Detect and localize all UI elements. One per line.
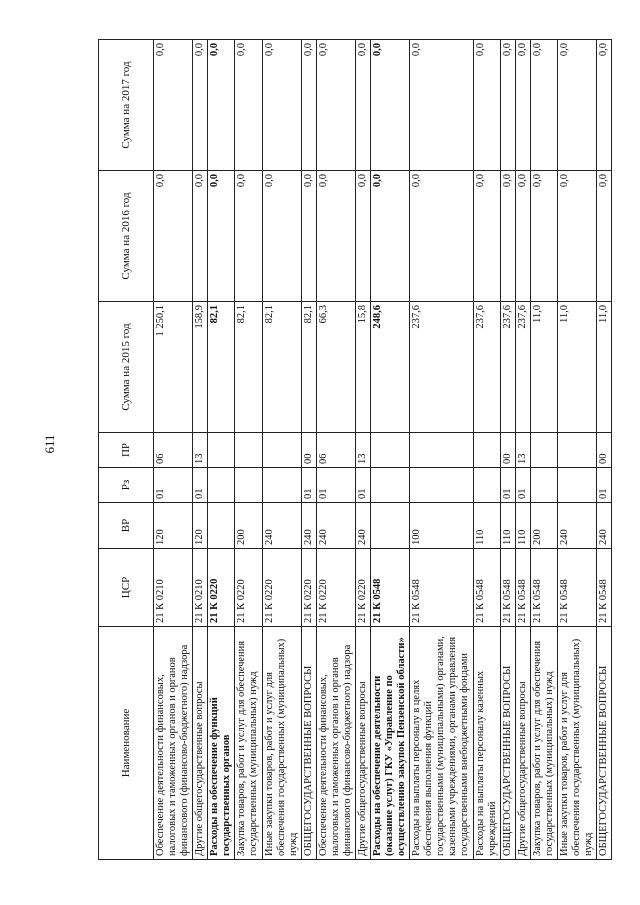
cell-name: Другие общегосударственные вопросы <box>515 627 530 860</box>
cell-vr: 120 <box>193 503 208 549</box>
cell-sum-2015: 66,3 <box>316 302 355 433</box>
cell-csr: 21 К 0210 <box>154 549 193 627</box>
cell-sum-2017: 0,0 <box>301 40 316 171</box>
cell-rz: 01 <box>500 468 515 503</box>
cell-pr <box>473 433 500 468</box>
cell-csr: 21 К 0210 <box>193 549 208 627</box>
cell-sum-2016: 0,0 <box>316 171 355 302</box>
cell-pr: 00 <box>597 433 612 468</box>
table-row <box>235 40 262 860</box>
cell-vr: 240 <box>316 503 355 549</box>
cell-pr <box>371 433 410 468</box>
cell-pr <box>235 433 262 468</box>
cell-pr: 06 <box>154 433 193 468</box>
cell-csr: 21 К 0220 <box>316 549 355 627</box>
cell-sum-2016: 0,0 <box>557 171 596 302</box>
cell-rz <box>530 468 557 503</box>
table-row <box>500 40 515 860</box>
cell-name: Расходы на обеспечение деятельности (оказание услуг) ГКУ «Управление по осуществлению закупок Пензенской области» <box>371 627 410 860</box>
cell-sum-2016: 0,0 <box>371 171 410 302</box>
cell-sum-2015: 82,1 <box>235 302 262 433</box>
table-row <box>262 40 301 860</box>
cell-sum-2017: 0,0 <box>530 40 557 171</box>
cell-rz: 01 <box>355 468 370 503</box>
budget-table <box>98 39 612 860</box>
cell-pr <box>410 433 473 468</box>
cell-sum-2017: 0,0 <box>557 40 596 171</box>
table-row <box>355 40 370 860</box>
cell-csr: 21 К 0548 <box>597 549 612 627</box>
cell-csr: 21 К 0548 <box>500 549 515 627</box>
cell-sum-2015: 1 250,1 <box>154 302 193 433</box>
cell-name: Закупка товаров, работ и услуг для обеспечения государственных (муниципальных) нужд <box>235 627 262 860</box>
header-vr: ВР <box>99 503 154 549</box>
cell-sum-2015: 237,6 <box>500 302 515 433</box>
cell-sum-2016: 0,0 <box>500 171 515 302</box>
header-csr: ЦСР <box>99 549 154 627</box>
table-row <box>473 40 500 860</box>
cell-rz: 01 <box>193 468 208 503</box>
budget-table-container <box>98 40 610 860</box>
cell-name: ОБЩЕГОСУДАРСТВЕННЫЕ ВОПРОСЫ <box>500 627 515 860</box>
cell-name: Обеспечение деятельности финансовых, налоговых и таможенных органов и органов финансового (финансово-бюджетного) надзора <box>316 627 355 860</box>
cell-pr <box>530 433 557 468</box>
cell-sum-2017: 0,0 <box>473 40 500 171</box>
cell-name: Расходы на выплаты персоналу в целях обеспечения выполнения функций государственными (муниципальными) органами, казенными учреждениями, органами управления государственными внебюджетными фондами <box>410 627 473 860</box>
cell-rz: 01 <box>597 468 612 503</box>
cell-rz <box>371 468 410 503</box>
cell-sum-2017: 0,0 <box>500 40 515 171</box>
cell-sum-2016: 0,0 <box>193 171 208 302</box>
cell-sum-2015: 248,6 <box>371 302 410 433</box>
cell-sum-2015: 11,0 <box>530 302 557 433</box>
cell-sum-2016: 0,0 <box>597 171 612 302</box>
cell-sum-2015: 11,0 <box>597 302 612 433</box>
cell-sum-2017: 0,0 <box>515 40 530 171</box>
cell-rz: 01 <box>154 468 193 503</box>
cell-name: Обеспечение деятельности финансовых, налоговых и таможенных органов и органов финансового (финансово-бюджетного) надзора <box>154 627 193 860</box>
cell-pr <box>208 433 235 468</box>
cell-sum-2017: 0,0 <box>235 40 262 171</box>
table-header-row <box>99 40 154 860</box>
cell-name: Другие общегосударственные вопросы <box>355 627 370 860</box>
cell-rz: 01 <box>316 468 355 503</box>
cell-vr: 240 <box>262 503 301 549</box>
cell-csr: 21 К 0548 <box>371 549 410 627</box>
table-row <box>557 40 596 860</box>
cell-sum-2016: 0,0 <box>235 171 262 302</box>
table-row <box>371 40 410 860</box>
cell-sum-2017: 0,0 <box>208 40 235 171</box>
page-number: 611 <box>42 434 57 454</box>
cell-pr: 06 <box>316 433 355 468</box>
cell-pr: 00 <box>500 433 515 468</box>
cell-sum-2016: 0,0 <box>515 171 530 302</box>
cell-sum-2016: 0,0 <box>410 171 473 302</box>
cell-sum-2017: 0,0 <box>193 40 208 171</box>
header-sum-2015: Сумма на 2015 год <box>99 302 154 433</box>
cell-sum-2017: 0,0 <box>262 40 301 171</box>
cell-pr: 13 <box>193 433 208 468</box>
cell-vr: 240 <box>597 503 612 549</box>
table-row <box>301 40 316 860</box>
table-row <box>193 40 208 860</box>
cell-vr: 200 <box>235 503 262 549</box>
cell-rz: 01 <box>515 468 530 503</box>
cell-csr: 21 К 0548 <box>557 549 596 627</box>
cell-sum-2016: 0,0 <box>301 171 316 302</box>
cell-sum-2015: 82,1 <box>262 302 301 433</box>
table-row <box>530 40 557 860</box>
cell-name: ОБЩЕГОСУДАРСТВЕННЫЕ ВОПРОСЫ <box>301 627 316 860</box>
cell-csr: 21 К 0220 <box>235 549 262 627</box>
cell-csr: 21 К 0548 <box>473 549 500 627</box>
cell-vr: 240 <box>557 503 596 549</box>
cell-pr: 00 <box>301 433 316 468</box>
header-pr: ПР <box>99 433 154 468</box>
cell-sum-2016: 0,0 <box>262 171 301 302</box>
cell-vr <box>371 503 410 549</box>
cell-sum-2015: 11,0 <box>557 302 596 433</box>
cell-sum-2015: 82,1 <box>208 302 235 433</box>
cell-vr: 110 <box>473 503 500 549</box>
cell-pr <box>557 433 596 468</box>
cell-sum-2016: 0,0 <box>473 171 500 302</box>
cell-rz: 01 <box>301 468 316 503</box>
cell-vr: 240 <box>301 503 316 549</box>
cell-csr: 21 К 0220 <box>301 549 316 627</box>
cell-csr: 21 К 0220 <box>355 549 370 627</box>
cell-name: ОБЩЕГОСУДАРСТВЕННЫЕ ВОПРОСЫ <box>597 627 612 860</box>
table-row <box>154 40 193 860</box>
cell-rz <box>473 468 500 503</box>
cell-name: Расходы на обеспечение функций государственных органов <box>208 627 235 860</box>
cell-sum-2015: 15,8 <box>355 302 370 433</box>
header-sum-2017: Сумма на 2017 год <box>99 40 154 171</box>
cell-csr: 21 К 0220 <box>262 549 301 627</box>
cell-sum-2017: 0,0 <box>371 40 410 171</box>
cell-sum-2016: 0,0 <box>530 171 557 302</box>
cell-sum-2016: 0,0 <box>154 171 193 302</box>
cell-name: Расходы на выплаты персоналу казенных учреждений <box>473 627 500 860</box>
cell-rz <box>262 468 301 503</box>
cell-sum-2015: 237,6 <box>473 302 500 433</box>
cell-csr: 21 К 0548 <box>515 549 530 627</box>
cell-name: Другие общегосударственные вопросы <box>193 627 208 860</box>
cell-csr: 21 К 0548 <box>410 549 473 627</box>
cell-vr: 100 <box>410 503 473 549</box>
cell-sum-2016: 0,0 <box>208 171 235 302</box>
table-row <box>515 40 530 860</box>
cell-sum-2017: 0,0 <box>355 40 370 171</box>
cell-sum-2015: 237,6 <box>410 302 473 433</box>
cell-pr: 13 <box>355 433 370 468</box>
cell-name: Иные закупки товаров, работ и услуг для обеспечения государственных (муниципальных) нужд <box>557 627 596 860</box>
cell-sum-2015: 82,1 <box>301 302 316 433</box>
cell-rz <box>208 468 235 503</box>
cell-pr <box>262 433 301 468</box>
cell-sum-2017: 0,0 <box>410 40 473 171</box>
cell-rz <box>235 468 262 503</box>
cell-rz <box>410 468 473 503</box>
cell-sum-2015: 158,9 <box>193 302 208 433</box>
cell-rz <box>557 468 596 503</box>
cell-sum-2017: 0,0 <box>316 40 355 171</box>
cell-vr: 120 <box>154 503 193 549</box>
header-name: Наименование <box>99 627 154 860</box>
header-sum-2016: Сумма на 2016 год <box>99 171 154 302</box>
cell-sum-2017: 0,0 <box>597 40 612 171</box>
cell-vr: 110 <box>515 503 530 549</box>
cell-vr: 240 <box>355 503 370 549</box>
cell-vr <box>208 503 235 549</box>
table-row <box>208 40 235 860</box>
cell-csr: 21 К 0548 <box>530 549 557 627</box>
header-rz: Рз <box>99 468 154 503</box>
table-row <box>597 40 612 860</box>
table-row <box>410 40 473 860</box>
cell-csr: 21 К 0220 <box>208 549 235 627</box>
cell-sum-2017: 0,0 <box>154 40 193 171</box>
cell-name: Иные закупки товаров, работ и услуг для обеспечения государственных (муниципальных) нужд <box>262 627 301 860</box>
table-row <box>316 40 355 860</box>
cell-vr: 110 <box>500 503 515 549</box>
cell-vr: 200 <box>530 503 557 549</box>
cell-sum-2016: 0,0 <box>355 171 370 302</box>
cell-sum-2015: 237,6 <box>515 302 530 433</box>
cell-name: Закупка товаров, работ и услуг для обеспечения государственных (муниципальных) нужд <box>530 627 557 860</box>
cell-pr: 13 <box>515 433 530 468</box>
